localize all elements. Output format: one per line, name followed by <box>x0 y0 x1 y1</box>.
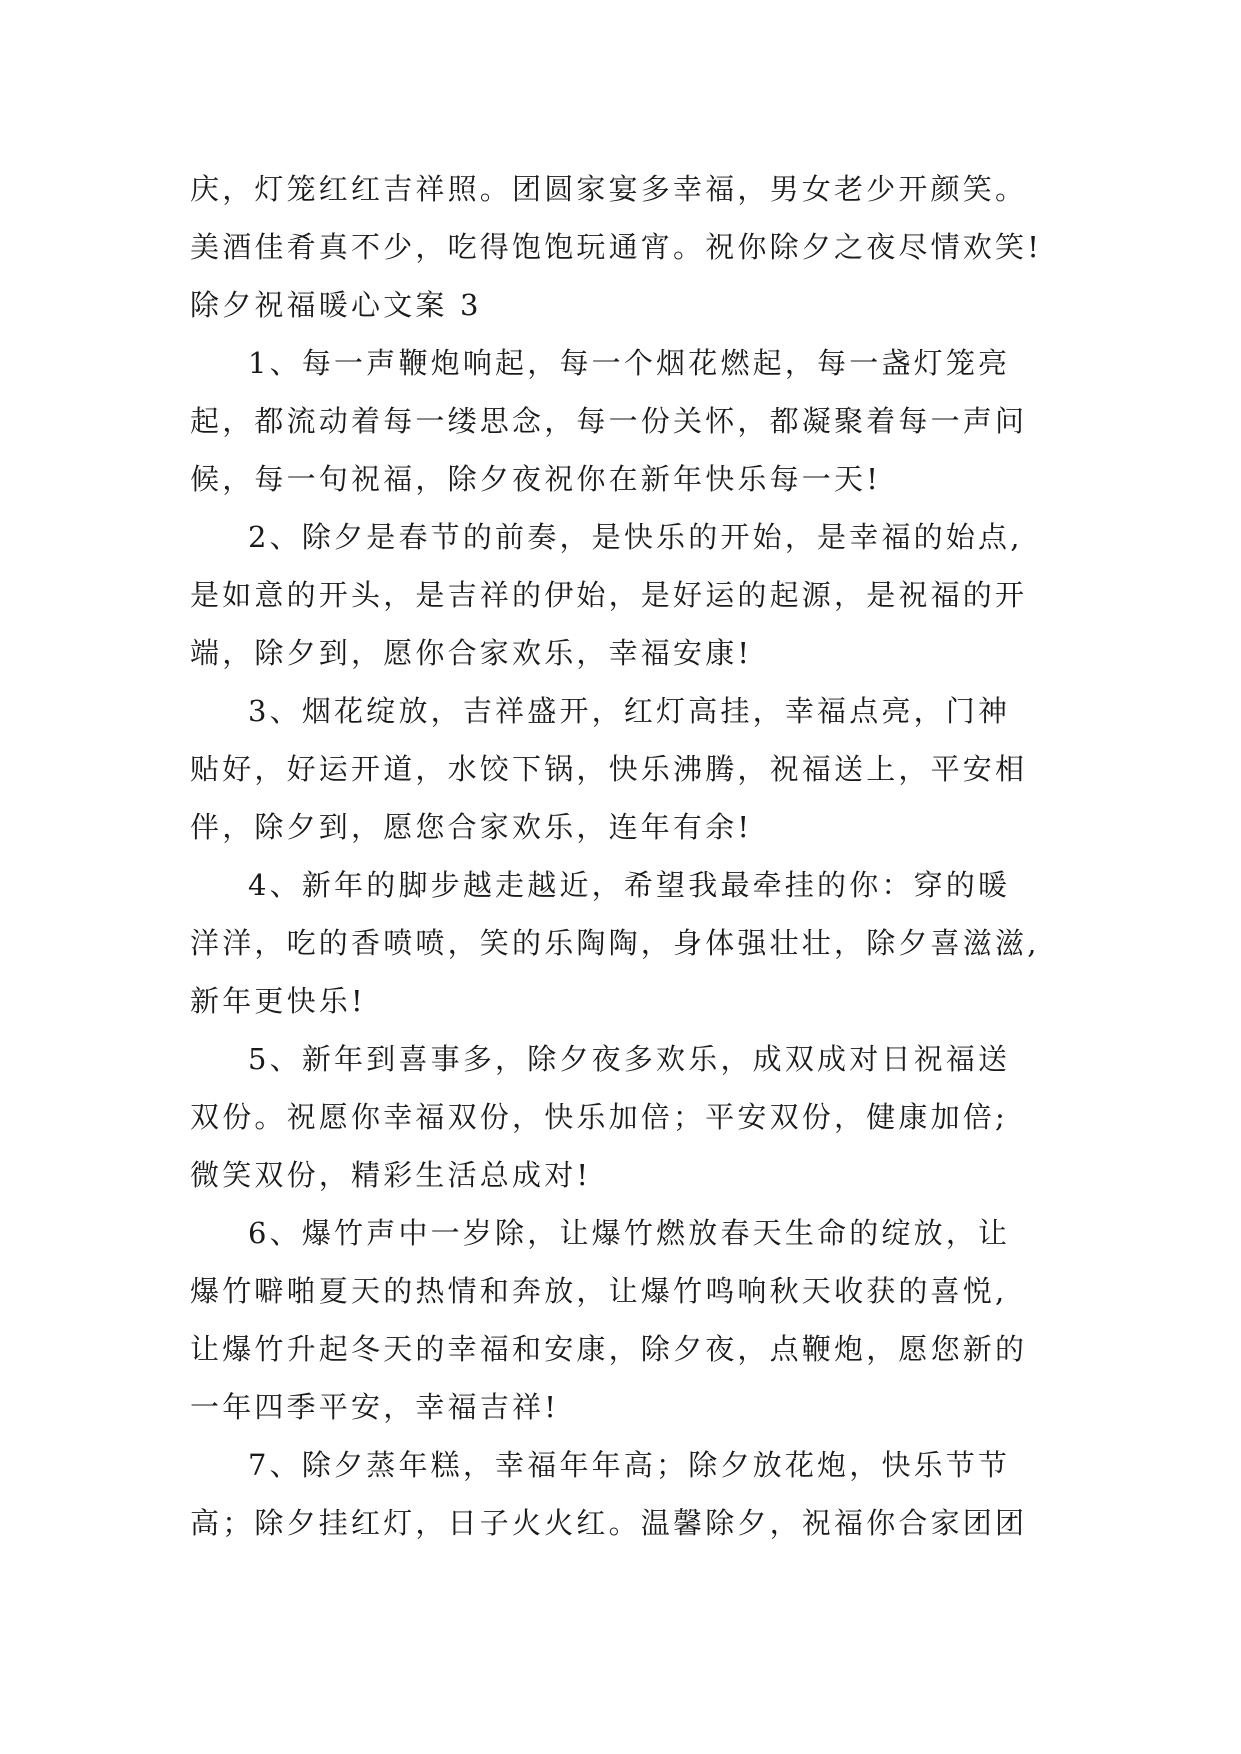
paragraph-line: 3、烟花绽放，吉祥盛开，红灯高挂，幸福点亮，门神 <box>248 694 1011 728</box>
paragraph-line: 1、每一声鞭炮响起，每一个烟花燃起，每一盏灯笼亮 <box>248 346 1011 380</box>
paragraph-5 <box>190 1030 1070 1204</box>
paragraph-line: 6、爆竹声中一岁除，让爆竹燃放春天生命的绽放，让 <box>248 1216 1011 1250</box>
section-heading: 除夕祝福暖心文案 3 <box>190 288 482 322</box>
paragraph-line: 5、新年到喜事多，除夕夜多欢乐，成双成对日祝福送 <box>248 1042 1011 1076</box>
paragraph-1 <box>190 334 1070 508</box>
paragraph-line: 高；除夕挂红灯，日子火火红。温馨除夕，祝福你合家团团 <box>190 1506 1028 1540</box>
paragraph-line: 4、新年的脚步越走越近，希望我最牵挂的你：穿的暖 <box>248 868 1011 902</box>
paragraph-line: 新年更快乐! <box>190 984 366 1018</box>
paragraph-6 <box>190 1204 1070 1436</box>
intro-line: 美酒佳肴真不少，吃得饱饱玩通宵。祝你除夕之夜尽情欢笑! <box>190 230 1043 264</box>
paragraph-line: 双份。祝愿你幸福双份，快乐加倍；平安双份，健康加倍; <box>190 1100 1008 1134</box>
intro-line: 庆，灯笼红红吉祥照。团圆家宴多幸福，男女老少开颜笑。 <box>190 172 1028 206</box>
paragraph-line: 让爆竹升起冬天的幸福和安康，除夕夜，点鞭炮，愿您新的 <box>190 1332 1028 1366</box>
paragraph-7 <box>190 1436 1070 1552</box>
paragraph-line: 7、除夕蒸年糕，幸福年年高；除夕放花炮，快乐节节 <box>248 1448 1011 1482</box>
paragraph-line: 起，都流动着每一缕思念，每一份关怀，都凝聚着每一声问 <box>190 404 1028 438</box>
document-page <box>190 160 1070 1552</box>
paragraph-line: 2、除夕是春节的前奏，是快乐的开始，是幸福的始点, <box>248 520 1023 554</box>
paragraph-line: 贴好，好运开道，水饺下锅，快乐沸腾，祝福送上，平安相 <box>190 752 1028 786</box>
paragraph-line: 端，除夕到，愿你合家欢乐，幸福安康! <box>190 636 753 670</box>
paragraph-4 <box>190 856 1070 1030</box>
paragraph-2 <box>190 508 1070 682</box>
paragraph-line: 伴，除夕到，愿您合家欢乐，连年有余! <box>190 810 753 844</box>
paragraph-line: 洋洋，吃的香喷喷，笑的乐陶陶，身体强壮壮，除夕喜滋滋, <box>190 926 1040 960</box>
paragraph-line: 候，每一句祝福，除夕夜祝你在新年快乐每一天! <box>190 462 882 496</box>
paragraph-line: 一年四季平安，幸福吉祥! <box>190 1390 560 1424</box>
paragraph-line: 微笑双份，精彩生活总成对! <box>190 1158 592 1192</box>
paragraph-line: 爆竹噼啪夏天的热情和奔放，让爆竹鸣响秋天收获的喜悦, <box>190 1274 1008 1308</box>
paragraph-3 <box>190 682 1070 856</box>
paragraph-line: 是如意的开头，是吉祥的伊始，是好运的起源，是祝福的开 <box>190 578 1028 612</box>
